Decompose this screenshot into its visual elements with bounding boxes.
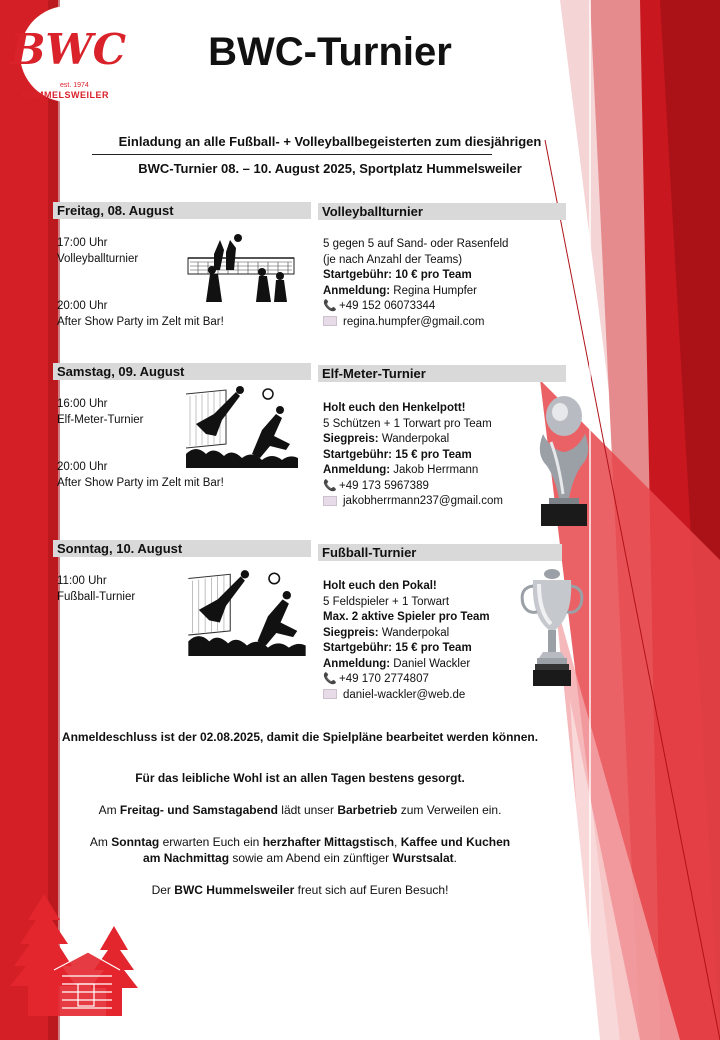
friday-time-1: 17:00 Uhr [57, 237, 108, 249]
food-note: Für das leibliche Wohl ist an allen Tagen bestens gesorgt. [135, 771, 465, 785]
penalty-phone: 📞 +49 173 5967389 [323, 479, 563, 495]
intro-divider [92, 154, 492, 155]
tournament-header-volleyball: Volleyballturnier [318, 203, 566, 220]
intro-line-2: BWC-Turnier 08. – 10. August 2025, Sportplatz Hummelsweiler [138, 161, 522, 176]
penalty-details [323, 401, 563, 510]
saturday-time-2: 20:00 Uhr [57, 461, 108, 473]
saturday-time-1: 16:00 Uhr [57, 398, 108, 410]
volleyball-line-1: 5 gegen 5 auf Sand- oder Rasenfeld [323, 238, 509, 250]
volleyball-fee: Startgebühr: 10 € pro Team [323, 269, 472, 281]
volleyball-phone: 📞 +49 152 06073344 [323, 299, 563, 315]
penalty-prize: Siegpreis: Wanderpokal [323, 433, 450, 445]
day-header-sunday: Sonntag, 10. August [53, 540, 311, 557]
phone-icon: 📞 [323, 300, 337, 312]
friday-event-1: Volleyballturnier [57, 252, 139, 265]
saturday-event-2: After Show Party im Zelt mit Bar! [57, 476, 224, 489]
bar-note: Am Freitag- und Samstagabend lädt unser Barbetrieb zum Verweilen ein. [98, 803, 502, 817]
friday-time-2: 20:00 Uhr [57, 300, 108, 312]
day-header-saturday: Samstag, 09. August [53, 363, 311, 380]
volleyball-line-2: (je nach Anzahl der Teams) [323, 253, 463, 266]
cup-trophy-icon [517, 566, 587, 690]
volleyball-registration: Anmeldung: Regina Humpfer [323, 284, 478, 297]
volleyball-email: regina.humpfer@gmail.com [323, 315, 563, 331]
volleyball-details [323, 237, 563, 330]
volleyball-silhouette-icon [186, 232, 296, 302]
football-phone: 📞 +49 170 2774807 [323, 672, 563, 688]
tournament-header-penalty: Elf-Meter-Turnier [318, 365, 566, 382]
registration-deadline: Anmeldeschluss ist der 02.08.2025, damit die Spielpläne bearbeitet werden können. [61, 730, 539, 744]
logo-text: HUMMELSWEILER [22, 90, 109, 100]
saturday-event-1: Elf-Meter-Turnier [57, 413, 144, 426]
penalty-email: jakobherrmann237@gmail.com [323, 494, 563, 510]
friday-schedule [57, 236, 187, 267]
phone-icon: 📞 [323, 673, 337, 685]
phone-icon: 📞 [323, 479, 337, 492]
football-registration: Anmeldung: Daniel Wackler [323, 657, 471, 670]
penalty-headline: Holt euch den Henkelpott! [323, 402, 466, 414]
envelope-icon [323, 689, 337, 699]
football-fee: Startgebühr: 15 € pro Team [323, 642, 472, 654]
envelope-icon [323, 316, 337, 326]
farewell-note: Der BWC Hummelsweiler freut sich auf Euren Besuch! [151, 883, 449, 897]
clubhouse-trees-icon [6, 866, 156, 1016]
penalty-line: 5 Schützen + 1 Torwart pro Team [323, 417, 492, 430]
football-email: daniel-wackler@web.de [323, 688, 563, 704]
tournament-header-football: Fußball-Turnier [318, 544, 562, 561]
friday-event-2: After Show Party im Zelt mit Bar! [57, 315, 224, 328]
soccer-goalkeeper-icon [186, 568, 308, 656]
penalty-fee: Startgebühr: 15 € pro Team [323, 448, 472, 461]
football-max-players: Max. 2 aktive Spieler pro Team [323, 611, 490, 623]
club-logo [8, 4, 126, 114]
penalty-registration: Anmeldung: Jakob Herrmann [323, 464, 479, 476]
soccer-goalkeeper-icon [186, 384, 298, 468]
sunday-note: Am Sonntag erwarten Euch ein herzhafter Mittagstisch, Kaffee und Kuchen am Nachmittag sowie am Abend ein zünftiger Wurstsalat. [89, 835, 511, 865]
sunday-time-1: 11:00 Uhr [57, 575, 107, 587]
friday-schedule-2 [57, 299, 307, 330]
saturday-schedule [57, 397, 187, 428]
intro-line-1: Einladung an alle Fußball- + Volleyballbegeisterten zum diesjährigen [118, 134, 542, 149]
day-header-friday: Freitag, 08. August [53, 202, 311, 219]
svg-text:BWC: BWC [9, 25, 126, 74]
henkelpott-trophy-icon [533, 394, 595, 530]
logo-est: est. 1974 [60, 82, 89, 89]
football-line: 5 Feldspieler + 1 Torwart [323, 595, 450, 608]
football-prize: Siegpreis: Wanderpokal [323, 626, 450, 639]
football-headline: Holt euch den Pokal! [323, 580, 437, 592]
sunday-schedule [57, 574, 187, 605]
page-title: BWC-Turnier [208, 30, 452, 74]
sunday-event-1: Fußball-Turnier [57, 590, 136, 603]
envelope-icon [323, 496, 337, 506]
